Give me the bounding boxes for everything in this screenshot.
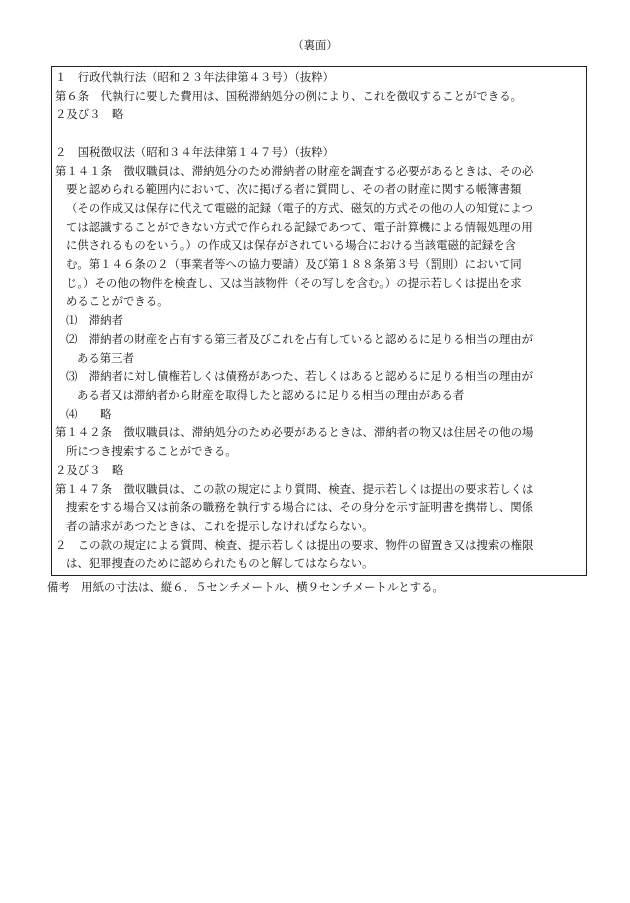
item-3-line-2: ある者又は滞納者から財産を取得したと認めるに足りる相当の理由がある者 [77, 388, 465, 402]
article-147-line-1: 第１４７条 徴収職員は、この款の規定により質問、検査、提示若しくは提出の要求若しくは [55, 481, 534, 496]
article-147-paragraph-2-line-2: は、犯罪捜査のために認められたものと解してはならない。 [66, 556, 374, 571]
article-141-line-3: （その作成又は保存に代えて電磁的記録（電子的方式、磁気的方式その他の人の知覚によつ [66, 200, 534, 215]
article-6: 第６条 代執行に要した費用は、国税滞納処分の例により、これを徴収することができる。 [55, 88, 523, 103]
article-141-line-6: む。第１４６条の２（事業者等への協力要請）及び第１８８条第３号（罰則）において同 [66, 257, 522, 271]
article-141-line-4: ては認識することができない方式で作られる記録であつて、電子計算機による情報処理の用 [66, 219, 533, 234]
item-3-line-1: ⑶ 滞納者に対し債権若しくは債務があつた、若しくはあると認めるに足りる相当の理由が [66, 369, 534, 384]
article-142-line-1: 第１４２条 徴収職員は、滞納処分のため必要があるときは、滞納者の物又は住居その他の場 [55, 425, 534, 440]
section-2-heading: ２ 国税徴収法（昭和３４年法律第１４７号）（抜粋） [55, 144, 335, 159]
article-141-line-5: に供されるものをいう。）の作成又は保存がされている場合における当該電磁的記録を含 [66, 238, 516, 253]
article-141-line-8: めることができる。 [66, 294, 169, 309]
article-147-paragraph-2-line-1: ２ この款の規定による質問、検査、提示若しくは提出の要求、物件の留置き又は捜索の権限 [55, 537, 534, 552]
article-6-paragraphs-2-3: ２及び３ 略 [55, 107, 124, 122]
article-142-paragraphs-2-3: ２及び３ 略 [55, 462, 124, 477]
article-141-line-7: じ。）その他の物件を検査し、又は当該物件（その写しを含む。）の提示若しくは提出を求 [66, 275, 522, 290]
article-141-line-1: 第１４１条 徴収職員は、滞納処分のため滞納者の財産を調査する必要があるときは、その必 [55, 163, 534, 178]
item-2-line-1: ⑵ 滞納者の財産を占有する第三者及びこれを占有していると認めるに足りる相当の理由が [66, 331, 534, 346]
item-4: ⑷ 略 [66, 406, 112, 421]
article-141-line-2: 要と認められる範囲内において、次に掲げる者に質問し、その者の財産に関する帳簿書類 [66, 182, 522, 197]
article-147-line-3: 者の請求があつたときは、これを提示しなければならない。 [66, 518, 374, 533]
item-2-line-2: ある第三者 [77, 350, 134, 365]
footnote: 備考 用紙の寸法は、縦６．５センチメートル、横９センチメートルとする。 [47, 580, 444, 595]
section-1-heading: １ 行政代執行法（昭和２３年法律第４３号）（抜粋） [55, 70, 335, 84]
article-142-line-2: 所につき捜索することができる。 [66, 444, 237, 459]
page-heading: （裏面） [292, 38, 338, 52]
article-147-line-2: 捜索をする場合又は前条の職務を執行する場合には、その身分を示す証明書を携帯し、関係 [66, 500, 534, 515]
item-1: ⑴ 滞納者 [66, 313, 123, 328]
